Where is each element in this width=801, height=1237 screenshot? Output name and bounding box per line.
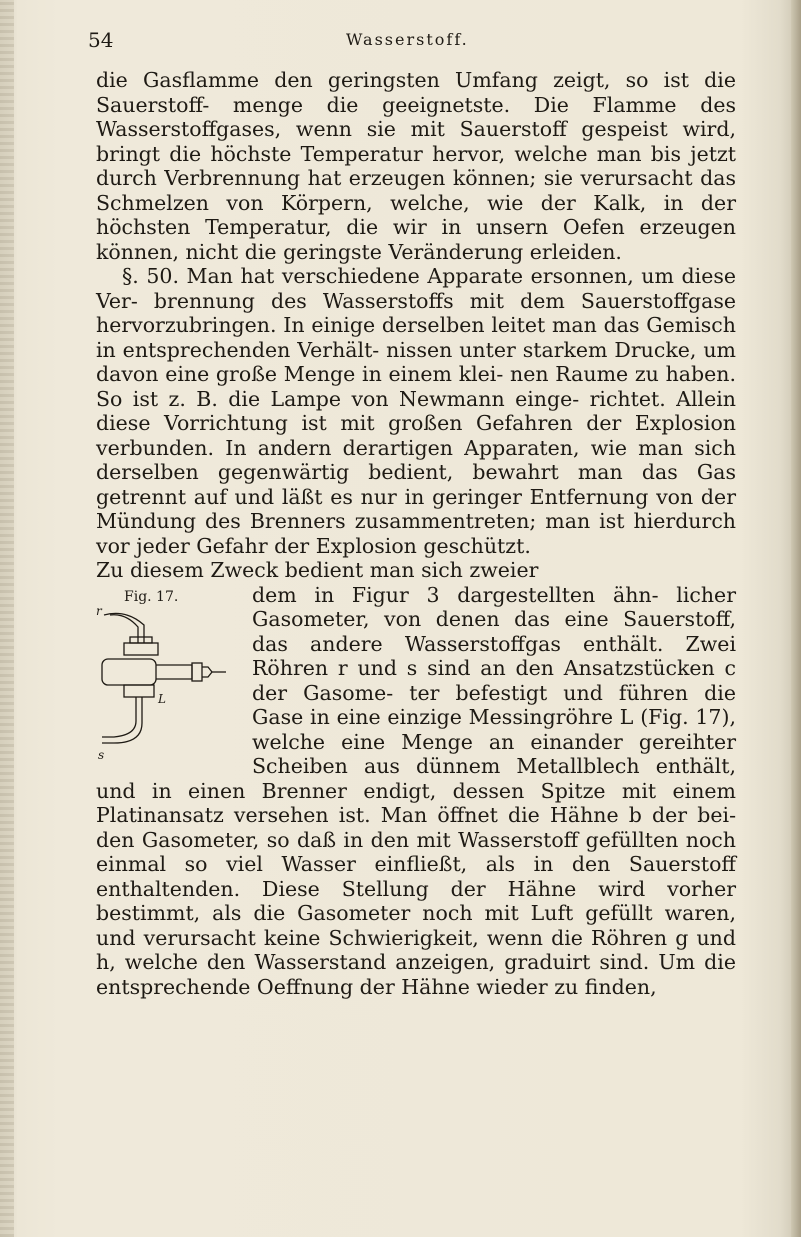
tube-s-lower [102, 697, 136, 737]
figure-17-drawing [96, 603, 238, 763]
collector [102, 659, 156, 685]
page-edge [791, 0, 801, 1237]
label-L: L [158, 691, 166, 706]
figure-caption: Fig. 17. [124, 588, 179, 605]
paragraph-text: Zu diesem Zweck bedient man sich zweier [96, 558, 539, 582]
page-header [88, 22, 728, 58]
paragraph-continued [96, 558, 736, 583]
label-s: s [98, 747, 105, 762]
paragraph: §. 50. Man hat verschiedene Apparate ersonnen, um diese Ver- brennung des Wasserstoffs mit dem Sauerstoffgase hervorzubringen. In einige derselben leitet man das Gemisch in entsprechenden Verhält- nissen unter starkem Drucke, um davon eine große Menge in einem klei- nen Raume zu haben. So ist z. B. die Lampe von Newmann einge- richtet. Allein diese Vorrichtung ist mit großen Gefahren der Explosion verbunden. In andern derartigen Apparaten, wie man sich derselben gegenwärtig bedient, bewahrt man das Gas getrennt auf und läßt es nur in geringer Entfernung von der Mündung des Brenners zusammentreten; man ist hierdurch vor jeder Gefahr der Explosion geschützt. [96, 264, 736, 558]
page-number: 54 [88, 28, 114, 52]
running-head: Wasserstoff. [346, 30, 469, 49]
body-text [96, 68, 736, 999]
paragraph-continued-after-figure: dem in Figur 3 dargestellten ähn- licher Gasometer, von denen das eine Sauerstoff, das andere Wasserstoffgas enthält. Zwei Röhren r und s sind an den Ansatzstücken c der Gasome- ter befestigt und führen die Gase in eine einzige Messingröhre L (Fig. 17), welche eine Menge an einander gereihter Scheiben aus dünnem Metallblech enthält, und in einen Brenner endigt, dessen Spitze mit einem Platinansatz versehen ist. Man öffnet die Hähne b der bei- den Gasometer, so daß in den mit Wasserstoff gefüllten noch einmal so viel Wasser einfließt, als in den Sauerstoff enthaltenden. Diese Stellung der Hähne wird vorher bestimmt, als die Gasometer noch mit Luft gefüllt waren, und verursacht keine Schwierigkeit, wenn die Röhren g und h, welche den Wasserstand anzeigen, graduirt sind. Um die entsprechende Oeffnung der Hähne wieder zu finden, [96, 582, 736, 999]
label-r: r [96, 603, 102, 618]
figure-17 [96, 585, 238, 775]
paragraph: die Gasflamme den geringsten Umfang zeigt, so ist die Sauerstoff- menge die geeignetste. Die Flamme des Wasserstoffgases, wenn sie mit Sauerstoff gespeist wird, bringt die höchste Temperatur hervor, welche man bis jetzt durch Verbrennung hat erzeugen können; sie verursacht das Schmelzen von Körpern, welche, wie der Kalk, in der höchsten Temperatur, die wir in unsern Oefen erzeugen können, nicht die geringste Veränderung erleiden. [96, 68, 736, 264]
binding-edge [0, 0, 14, 1237]
